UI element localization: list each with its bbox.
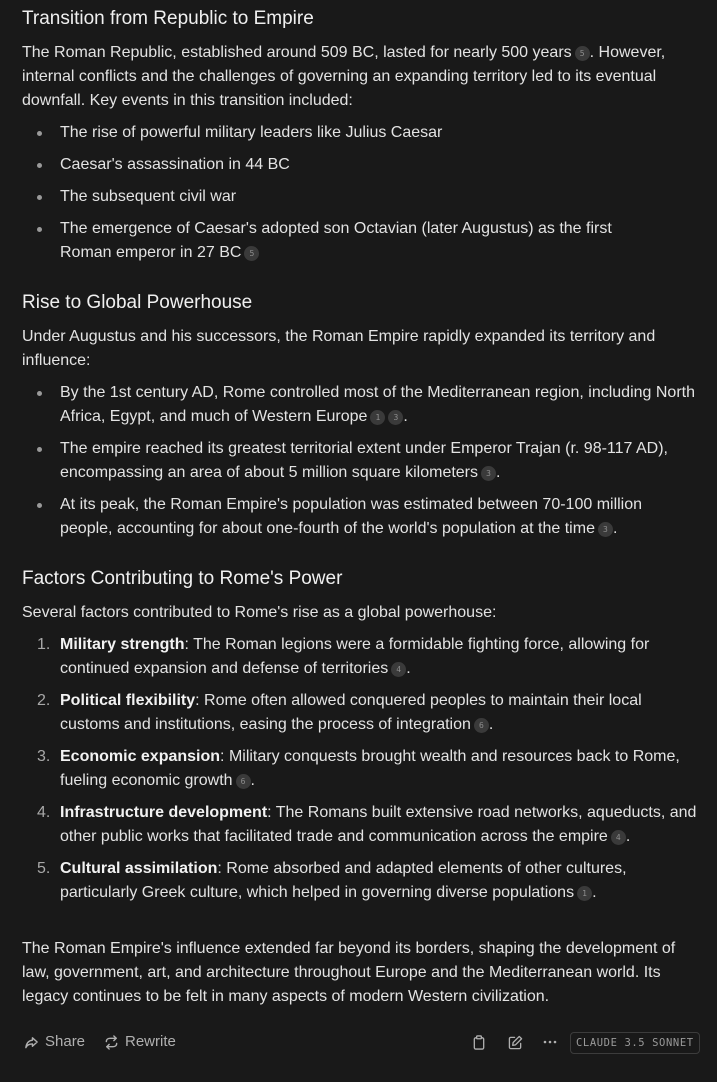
edit-icon bbox=[508, 1035, 523, 1050]
share-icon bbox=[24, 1035, 39, 1050]
list-item: 2. Political flexibility: Rome often allowed conquered peoples to maintain their local customs and institutions, easing the process of integration 6 . bbox=[37, 692, 642, 733]
list-item: The subsequent civil war bbox=[22, 185, 698, 209]
list-item: 3. Economic expansion: Military conquests brought wealth and resources back to Rome, fueling economic growth 6 . bbox=[37, 748, 680, 789]
expansion-list bbox=[22, 381, 698, 541]
list-item: The rise of powerful military leaders like Julius Caesar bbox=[22, 121, 698, 145]
rewrite-icon bbox=[104, 1035, 119, 1050]
section-heading-transition: Transition from Republic to Empire bbox=[22, 8, 314, 29]
transition-events-list bbox=[22, 121, 698, 265]
section-heading-rise: Rise to Global Powerhouse bbox=[22, 292, 253, 313]
conclusion-paragraph: The Roman Empire's influence extended far beyond its borders, shaping the development of law, government, art, and architecture throughout Europe and the Mediterranean world. Its legacy continues to be felt in many aspects of modern Western civilization. bbox=[22, 940, 676, 1005]
copy-icon bbox=[472, 1035, 486, 1050]
copy-button[interactable] bbox=[469, 1032, 489, 1052]
citation-badge[interactable]: 5 bbox=[575, 46, 590, 61]
list-item: Caesar's assassination in 44 BC bbox=[22, 153, 698, 177]
share-label: Share bbox=[45, 1033, 86, 1050]
citation-badge[interactable]: 1 bbox=[370, 410, 385, 425]
list-item: The empire reached its greatest territorial extent under Emperor Trajan (r. 98-117 AD), encompassing an area of about 5 million square kilometers 3 . bbox=[22, 437, 698, 485]
citation-badge[interactable]: 3 bbox=[388, 410, 403, 425]
citation-badge[interactable]: 3 bbox=[598, 522, 613, 537]
list-item: 4. Infrastructure development: The Romans built extensive road networks, aqueducts, and other public works that facilitated trade and communication across the empire 4 . bbox=[37, 804, 697, 845]
citation-badge[interactable]: 1 bbox=[577, 886, 592, 901]
section-intro-rise: Under Augustus and his successors, the Roman Empire rapidly expanded its territory and influence: bbox=[22, 328, 656, 369]
list-item: At its peak, the Roman Empire's population was estimated between 70-100 million people, accounting for about one-fourth of the world's population at the time 3 . bbox=[22, 493, 698, 541]
section-heading-factors: Factors Contributing to Rome's Power bbox=[22, 568, 343, 589]
list-item: 1. Military strength: The Roman legions were a formidable fighting force, allowing for continued expansion and defense of territories 4 . bbox=[37, 636, 650, 677]
model-badge: CLAUDE 3.5 SONNET bbox=[570, 1032, 700, 1054]
share-button[interactable] bbox=[24, 1030, 85, 1054]
citation-badge[interactable]: 5 bbox=[244, 246, 259, 261]
citation-badge[interactable]: 4 bbox=[391, 662, 406, 677]
citation-badge[interactable]: 4 bbox=[611, 830, 626, 845]
factors-list bbox=[22, 633, 698, 905]
message-toolbar bbox=[0, 1028, 717, 1056]
more-icon bbox=[543, 1040, 557, 1044]
list-item: By the 1st century AD, Rome controlled most of the Mediterranean region, including North Africa, Egypt, and much of Western Europe 1 3 . bbox=[22, 381, 698, 429]
list-item: The emergence of Caesar's adopted son Octavian (later Augustus) as the first Roman emperor in 27 BC 5 bbox=[22, 217, 698, 265]
edit-button[interactable] bbox=[505, 1032, 525, 1052]
more-options-button[interactable] bbox=[540, 1032, 560, 1052]
rewrite-button[interactable] bbox=[104, 1030, 176, 1054]
section-intro-transition: The Roman Republic, established around 509 BC, lasted for nearly 500 years 5 . However, internal conflicts and the challenges of governing an expanding territory led to its eventual downfall. Key events in this transition included: bbox=[22, 44, 666, 109]
list-item: 5. Cultural assimilation: Rome absorbed and adapted elements of other cultures, particularly Greek culture, which helped in governing diverse populations 1 . bbox=[37, 860, 627, 901]
section-intro-factors: Several factors contributed to Rome's rise as a global powerhouse: bbox=[22, 604, 497, 621]
citation-badge[interactable]: 6 bbox=[236, 774, 251, 789]
citation-badge[interactable]: 6 bbox=[474, 718, 489, 733]
citation-badge[interactable]: 3 bbox=[481, 466, 496, 481]
rewrite-label: Rewrite bbox=[125, 1033, 176, 1050]
